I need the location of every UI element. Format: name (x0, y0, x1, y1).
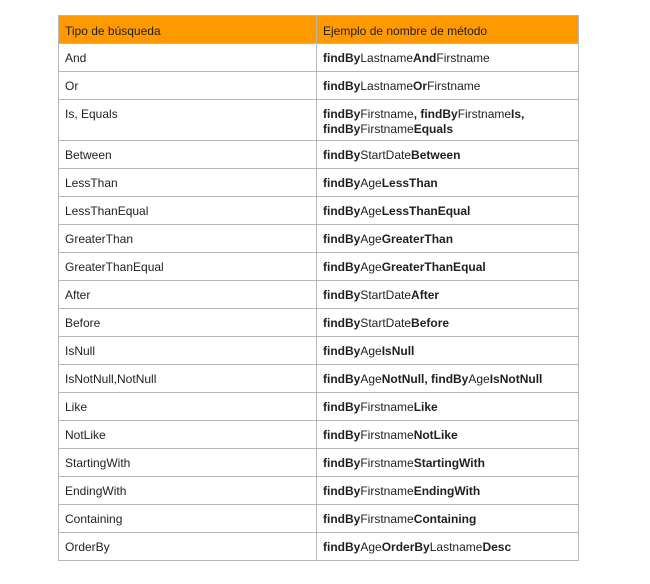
method-keyword: NotLike (413, 428, 458, 442)
method-example-cell (317, 141, 579, 169)
search-type-cell: LessThan (59, 169, 317, 197)
search-type-cell: OrderBy (59, 533, 317, 561)
method-keyword: Containing (413, 512, 477, 526)
table-row (59, 365, 579, 393)
method-keyword: findBy (323, 79, 361, 93)
method-keyword: Between (411, 148, 461, 162)
table-row (59, 533, 579, 561)
method-example-cell (317, 309, 579, 337)
method-property: Age (360, 540, 382, 554)
method-keyword: findBy (323, 456, 361, 470)
search-type-cell: Before (59, 309, 317, 337)
method-keyword: NotNull, findBy (381, 372, 469, 386)
method-property: Age (360, 260, 382, 274)
search-type-cell: And (59, 44, 317, 72)
table-row (59, 281, 579, 309)
method-property: Age (360, 372, 382, 386)
method-example-cell (317, 100, 579, 141)
method-property: Lastname (429, 540, 483, 554)
search-type-cell: LessThanEqual (59, 197, 317, 225)
method-property: Firstname (427, 79, 481, 93)
search-type-cell: Containing (59, 505, 317, 533)
method-example-cell (317, 337, 579, 365)
search-type-cell: IsNull (59, 337, 317, 365)
table-row (59, 169, 579, 197)
method-keyword: LessThanEqual (381, 204, 471, 218)
method-property: Lastname (360, 79, 414, 93)
method-keyword: Like (413, 400, 438, 414)
method-property: Firstname (360, 484, 414, 498)
method-property: StartDate (360, 148, 412, 162)
header-search-type: Tipo de búsqueda (59, 16, 317, 44)
method-keyword: findBy (323, 288, 361, 302)
method-example-cell (317, 393, 579, 421)
method-keyword: EndingWith (413, 484, 481, 498)
method-keyword: findBy (323, 107, 361, 121)
search-type-cell: StartingWith (59, 449, 317, 477)
search-type-cell: GreaterThan (59, 225, 317, 253)
method-keyword: findBy (323, 484, 361, 498)
method-property: Firstname (360, 122, 414, 136)
search-type-cell: NotLike (59, 421, 317, 449)
method-keyword: After (411, 288, 440, 302)
query-methods-table-container (58, 15, 578, 561)
method-keyword: findBy (323, 176, 361, 190)
method-keyword: findBy (323, 204, 361, 218)
table-row (59, 309, 579, 337)
method-keyword: , findBy (413, 107, 458, 121)
table-header-row (59, 16, 579, 44)
method-property: Firstname (436, 51, 490, 65)
method-keyword: findBy (323, 540, 361, 554)
table-row (59, 72, 579, 100)
table-row (59, 337, 579, 365)
table-row (59, 505, 579, 533)
table-row (59, 421, 579, 449)
method-property: Age (360, 344, 382, 358)
method-keyword: findBy (323, 512, 361, 526)
search-type-cell: Or (59, 72, 317, 100)
method-keyword: findBy (323, 316, 361, 330)
search-type-cell: IsNotNull,NotNull (59, 365, 317, 393)
method-example-cell (317, 365, 579, 393)
method-example-cell (317, 225, 579, 253)
method-example-cell (317, 421, 579, 449)
method-keyword: findBy (323, 428, 361, 442)
method-keyword: LessThan (381, 176, 438, 190)
method-keyword: Is, (511, 107, 525, 121)
method-example-cell (317, 533, 579, 561)
method-property: Firstname (360, 428, 414, 442)
method-example-cell (317, 44, 579, 72)
method-example-cell (317, 169, 579, 197)
table-row (59, 253, 579, 281)
method-property: Lastname (360, 51, 414, 65)
method-example-cell (317, 449, 579, 477)
table-row (59, 100, 579, 141)
method-example-cell (317, 72, 579, 100)
table-row (59, 225, 579, 253)
method-keyword: Or (413, 79, 428, 93)
method-keyword: OrderBy (381, 540, 430, 554)
method-keyword: GreaterThanEqual (381, 260, 486, 274)
table-row (59, 197, 579, 225)
method-example-cell (317, 253, 579, 281)
method-property: Age (468, 372, 490, 386)
method-property: StartDate (360, 288, 412, 302)
method-keyword: findBy (323, 372, 361, 386)
method-keyword: IsNull (381, 344, 415, 358)
method-keyword: IsNotNull (489, 372, 543, 386)
method-keyword: And (413, 51, 437, 65)
method-keyword: findBy (323, 232, 361, 246)
method-property: Age (360, 232, 382, 246)
search-type-cell: GreaterThanEqual (59, 253, 317, 281)
method-property: Firstname (360, 400, 414, 414)
method-property: StartDate (360, 316, 412, 330)
method-keyword: Before (411, 316, 450, 330)
method-property: Firstname (360, 456, 414, 470)
search-type-cell: Between (59, 141, 317, 169)
table-body (59, 44, 579, 561)
method-example-cell (317, 505, 579, 533)
search-type-cell: Like (59, 393, 317, 421)
method-property: Firstname (360, 512, 414, 526)
method-keyword: findBy (323, 344, 361, 358)
method-example-cell (317, 281, 579, 309)
method-property: Firstname (457, 107, 512, 121)
table-row (59, 477, 579, 505)
method-keyword: findBy (323, 260, 361, 274)
method-example-cell (317, 197, 579, 225)
method-property: Firstname (360, 107, 414, 121)
method-example-cell (317, 477, 579, 505)
method-keyword: Desc (482, 540, 512, 554)
method-keyword: findBy (323, 148, 361, 162)
search-type-cell: Is, Equals (59, 100, 317, 141)
table-row (59, 449, 579, 477)
method-property: Age (360, 176, 382, 190)
table-row (59, 141, 579, 169)
search-type-cell: EndingWith (59, 477, 317, 505)
method-keyword: Equals (413, 122, 454, 136)
method-keyword: findBy (323, 51, 361, 65)
method-keyword: findBy (323, 400, 361, 414)
method-keyword: findBy (323, 122, 361, 136)
search-type-cell: After (59, 281, 317, 309)
table-row (59, 44, 579, 72)
method-property: Age (360, 204, 382, 218)
table-row (59, 393, 579, 421)
method-keyword: StartingWith (413, 456, 485, 470)
method-keyword: GreaterThan (381, 232, 454, 246)
header-method-example: Ejemplo de nombre de método (317, 16, 579, 44)
query-methods-table (58, 15, 579, 561)
